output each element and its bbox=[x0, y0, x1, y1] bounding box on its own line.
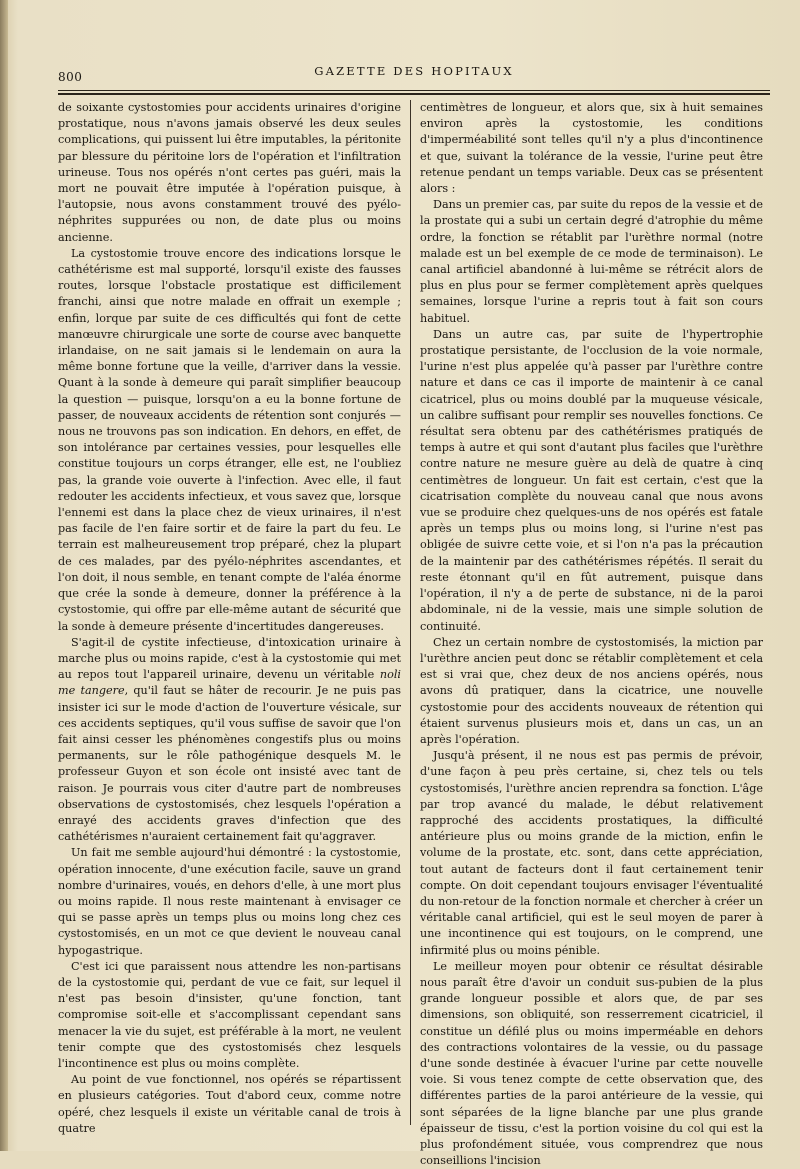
right-column bbox=[420, 100, 763, 1168]
page-binding-edge bbox=[0, 0, 8, 1151]
header-rule-thick bbox=[58, 93, 770, 95]
paragraph bbox=[58, 635, 401, 846]
paragraph: Le meilleur moyen pour obtenir ce résultat désirable nous paraît être d'avoir un conduit sus-pubien de la plus grande longueur possible et alors que, de par ses dimensions, son obliquité, son resserrement cicatriciel, il constitue un défilé plus ou moins imperméable en dehors des contractions volontaires de la vessie, ou du passage d'une sonde destinée à évacuer l'urine par cette nouvelle voie. Si vous tenez compte de cette observation que, des différentes parties de la paroi antérieure de la vessie, qui sont séparées de la ligne blanche par une plus grande épaisseur de tissu, c'est la portion voisine du col qui est la plus profondément située, vous comprendrez que nous conseillions l'incision bbox=[420, 959, 763, 1168]
text-run: , qu'il faut se hâter de recourir. Je ne puis pas insister ici sur le mode d'action de l'ouverture vésicale, sur ces accidents septiques, qu'il vous suffise de savoir que l'on fait ainsi cesser les phénomènes congestifs plus ou moins permanents, sur le rôle pathogénique desquels M. le professeur Guyon et son école ont insisté avec tant de raison. Je pourrais vous citer d'autre part de nombreuses observations de cystostomisés, chez lesquels l'opération a enrayé des accidents graves d'infection que des cathétérismes n'auraient certainement fait qu'aggraver. bbox=[58, 684, 401, 844]
page-number: 800 bbox=[58, 70, 83, 84]
paragraph: Dans un premier cas, par suite du repos de la vessie et de la prostate qui a subi un certain degré d'atrophie du même ordre, la fonction se rétablit par l'urèthre normal (notre malade est un bel exemple de ce mode de terminaison). Le canal artificiel abandonné à lui-même se rétrécit alors de plus en plus pour se fermer complètement après quelques semaines, lorsque l'urine a repris tout à fait son cours habituel. bbox=[420, 198, 763, 325]
header-rule-thin bbox=[58, 90, 770, 91]
paragraph: Dans un autre cas, par suite de l'hypertrophie prostatique persistante, de l'occlusion de la voie normale, l'urine n'est plus appelée qu'à passer par l'urèthre contre nature et dans ce cas il importe de maintenir à ce canal cicatricel, plus ou moins doublé par la muqueuse vésicale, un calibre suffisant pour remplir ses nouvelles fonctions. Ce résultat sera obtenu par des cathétérismes pratiqués de temps à autre et qui sont d'autant plus faciles que l'urèthre contre nature ne mesure guère au delà de quatre à cinq centimètres de longueur. Un fait est certain, c'est que la cicatrisation complète du nouveau canal que nous avons vue se produire chez quelques-uns de nos opérés est fatale après un temps plus ou moins long, si l'urine n'est pas obligée de suivre cette voie, et si l'on n'a pas la précaution de la maintenir par des cathétérismes répétés. Il serait du reste étonnant qu'il en fût autrement, puisque dans l'opération, il n'y a de perte de substance, ni de la paroi abdominale, ni de la vessie, mais une simple solution de continuité. bbox=[420, 327, 763, 633]
italic-phrase: noli me tangere bbox=[58, 668, 401, 698]
paragraph: C'est ici que paraissent nous attendre les non-partisans de la cystostomie qui, perdant de vue ce fait, sur lequel il n'est pas besoin d'insister, qu'une fonction, tant compromise soit-elle et s'accomplissant cependant sans menacer la vie du sujet, est préférable à la mort, ne veulent tenir compte que des cystostomisés chez lesquels l'incontinence est plus ou moins complète. bbox=[58, 959, 401, 1070]
paragraph: de soixante cystostomies pour accidents urinaires d'origine prostatique, nous n'avons jamais observé les deux seules complications, qui puissent lui être imputables, la péritonite par blessure du péritoine lors de l'opération et l'infiltration urineuse. Tous nos opérés n'ont certes pas guéri, mais la mort ne pouvait être imputée à l'opération puisque, à l'autopsie, nous avons constamment trouvé des pyélo-néphrites suppurées ou non, de date plus ou moins ancienne. bbox=[58, 101, 401, 244]
paragraph: Un fait me semble aujourd'hui démontré : la cystostomie, opération innocente, d'une exécution facile, sauve un grand nombre d'urinaires, voués, en dehors d'elle, à une mort plus ou moins rapide. Il nous reste maintenant à envisager ce qui se passe après un temps plus ou moins long chez ces cystostomisés, en un mot ce que devient le nouveau canal hypogastrique. bbox=[58, 846, 401, 957]
journal-title: GAZETTE DES HOPITAUX bbox=[314, 64, 514, 78]
paragraph: centimètres de longueur, et alors que, six à huit semaines environ après la cystostomie, les conditions d'imperméabilité sont telles qu'il n'y a plus d'incontinence et que, suivant la tolérance de la vessie, l'urine peut être retenue pendant un temps variable. Deux cas se présentent alors : bbox=[420, 101, 763, 196]
paragraph: Chez un certain nombre de cystostomisés, la miction par l'urèthre ancien peut donc se rétablir complètement et cela est si vrai que, chez deux de nos anciens opérés, nous avons dû pratiquer, dans la cicatrice, une nouvelle cystostomie pour des accidents nouveaux de rétention qui étaient survenus plusieurs mois et, dans un cas, un an après l'opération. bbox=[420, 635, 763, 746]
page-header bbox=[58, 64, 770, 86]
paragraph: Jusqu'à présent, il ne nous est pas permis de prévoir, d'une façon à peu près certaine, si, chez tels ou tels cystostomisés, l'urèthre ancien reprendra sa fonction. L'âge par trop avancé du malade, le début relativement rapproché des accidents prostatiques, la difficulté antérieure plus ou moins grande de la miction, enfin le volume de la prostate, etc. sont, dans cette appréciation, tout autant de facteurs dont il faut certainement tenir compte. On doit cependant toujours envisager l'éventualité du non-retour de la fonction normale et chercher à créer un véritable canal artificiel, qui est le seul moyen de parer à une incontinence qui est toujours, on le comprend, une infirmité plus ou moins pénible. bbox=[420, 749, 763, 957]
column-divider bbox=[410, 100, 411, 1125]
paragraph: La cystostomie trouve encore des indications lorsque le cathétérisme est mal supporté, lorsqu'il existe des fausses routes, lorsque l'obstacle prostatique est difficilement franchi, ainsi que notre malade en offrait un exemple ; enfin, lorque par suite de ces difficultés qui font de cette manœuvre chirurgicale une sorte de course avec banquette irlandaise, on ne sait jamais si le lendemain on aura la même bonne fortune que la veille, d'arriver dans la vessie. Quant à la sonde à demeure qui paraît simplifier beaucoup la question — puisque, lorsqu'on a eu la bonne fortune de passer, de nouveaux accidents de rétention sont conjurés — nous ne trouvons pas son indication. En dehors, en effet, de son intolérance par certaines vessies, pour lesquelles elle constitue toujours un corps étranger, elle est, ne l'oubliez pas, la grande voie ouverte à l'infection. Avec elle, il faut redouter les accidents infectieux, et vous savez que, lorsque l'ennemi est dans la place chez de vieux urinaires, il n'est pas facile de l'en faire sortir et de faire la part du feu. Le terrain est malheureusement trop préparé, chez la plupart de ces malades, par des pyélo-néphrites ascendantes, et l'on doit, il nous semble, en tenant compte de l'aléa énorme que crée la sonde à demeure, donner la préférence à la cystostomie, qui offre par elle-même autant de sécurité que la sonde à demeure présente d'incertitudes dangereuses. bbox=[58, 246, 401, 633]
left-column bbox=[58, 100, 401, 1135]
paragraph: Au point de vue fonctionnel, nos opérés se répartissent en plusieurs catégories. Tout d'abord ceux, comme notre opéré, chez lesquels il existe un véritable canal de trois à quatre bbox=[58, 1073, 401, 1135]
text-run: S'agit-il de cystite infectieuse, d'intoxication urinaire à marche plus ou moins rapide, c'est à la cystostomie qui met au repos tout l'appareil urinaire, devenu un véritable bbox=[58, 635, 401, 682]
